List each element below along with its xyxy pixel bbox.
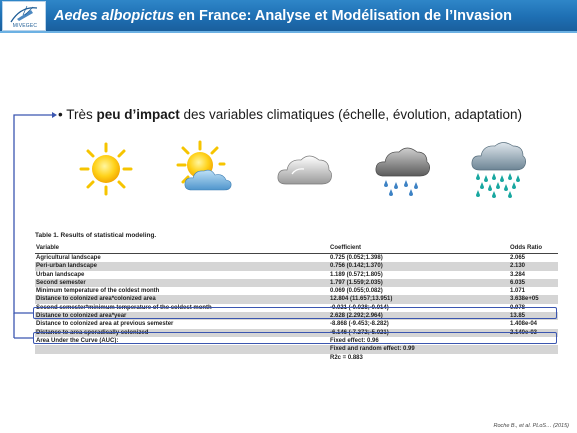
sun-icon [76, 140, 136, 198]
table-row [35, 271, 558, 279]
cloud-icon [274, 140, 334, 198]
cell-coefficient: 1.189 (0.572;1.805) [330, 271, 383, 278]
cell-odds-ratio [509, 354, 558, 362]
title-species: Aedes albopictus [54, 8, 175, 24]
title-bar [0, 0, 577, 33]
heavy-rain-icon [468, 140, 528, 198]
table-caption: Table 1. Results of statistical modeling. [35, 232, 157, 239]
weather-icons-row [76, 140, 556, 198]
cell-coefficient: 0.069 (0.055;0.082) [330, 288, 383, 295]
cell-coefficient: -0.021 (-0.028;-0.014) [330, 304, 389, 311]
cell-variable: Agricultural landscape [36, 255, 101, 261]
cell-variable: Minimum temperature of the coldest month [36, 288, 160, 295]
sun-behind-cloud-icon [176, 140, 236, 198]
bullet-text-post: des variables climatiques (échelle, évolution, adaptation) [179, 107, 522, 122]
rain-cloud-icon [372, 140, 432, 198]
table-row [35, 254, 558, 263]
cell-variable: Distance to colonized area*year [35, 312, 329, 320]
cell-odds-ratio: 3.284 [510, 271, 526, 278]
table-header-row [35, 244, 558, 254]
cell-coefficient: Fixed and random effect: 0.99 [329, 345, 509, 353]
title-rest: en France: Analyse et Modélisation de l’Invasion [174, 8, 512, 24]
cell-variable: Distance to area sporadically colonized [35, 329, 329, 337]
cell-variable: Second semester [35, 279, 329, 287]
table-row [35, 295, 558, 303]
cell-coefficient: -6.146 (-7.272;-5.021) [329, 329, 509, 337]
highlight-box-semester-temperature [33, 332, 557, 344]
highlight-box-min-temperature [33, 307, 557, 319]
cell-odds-ratio: 6.035 [509, 279, 558, 287]
cell-variable: Distance to colonized area at previous semester [36, 321, 174, 328]
bullet-text-pre: Très [66, 107, 97, 122]
bullet-marker: • [58, 107, 63, 122]
citation: Roche B., et al. PLoS… (2015) [493, 423, 569, 429]
header-odds-ratio: Odds Ratio [509, 244, 558, 254]
cell-variable: Urban landscape [36, 271, 85, 278]
cell-coefficient: Fixed effect: 0.96 [330, 337, 379, 344]
cell-variable: Area Under the Curve (AUC): [36, 337, 119, 344]
table-row [35, 320, 558, 328]
cell-coefficient: 0.756 (0.142;1.370) [329, 262, 509, 270]
cell-odds-ratio: 1.408e-04 [510, 321, 538, 328]
table-row [35, 354, 558, 362]
cell-variable: Peri-urban landscape [35, 262, 329, 270]
cell-odds-ratio [509, 345, 558, 353]
bullet-text-bold: peu d’impact [96, 107, 180, 122]
cell-odds-ratio: 13.85 [509, 312, 558, 320]
cell-coefficient: -8.868 (-9.453;-8.282) [330, 321, 389, 328]
cell-odds-ratio: 1.071 [510, 288, 526, 295]
table-row [35, 262, 558, 270]
cell-odds-ratio: 0.978 [510, 304, 526, 311]
table-row [35, 287, 558, 295]
cell-variable [35, 345, 329, 353]
header-variable: Variable [35, 244, 329, 254]
table-row [35, 279, 558, 287]
results-table [35, 244, 558, 362]
cell-variable: Second semester*minimum temperature of the coldest month [36, 304, 212, 311]
cell-variable: Distance to colonized area*colonized area [35, 295, 329, 303]
mivegec-logo [2, 1, 46, 31]
cell-odds-ratio: 3.638e+05 [509, 295, 558, 303]
cell-coefficient: R2c = 0.883 [330, 354, 363, 361]
cell-coefficient: 2.628 (2.292;2.964) [329, 312, 509, 320]
table-row [35, 345, 558, 353]
header-coefficient: Coefficient [329, 244, 509, 254]
bullet-point [58, 107, 522, 122]
cell-odds-ratio: 2.065 [510, 255, 526, 261]
cell-coefficient: 0.725 (0.052;1.398) [330, 255, 383, 261]
logo-text: MIVEGEC [12, 23, 38, 29]
cell-odds-ratio: 2.130 [509, 262, 558, 270]
cell-odds-ratio: 2.140e-03 [509, 329, 558, 337]
cell-variable [35, 354, 329, 362]
cell-coefficient: 1.797 (1.559;2.035) [329, 279, 509, 287]
cell-coefficient: 12.804 (11.657;13.951) [329, 295, 509, 303]
slide-title [54, 8, 512, 24]
